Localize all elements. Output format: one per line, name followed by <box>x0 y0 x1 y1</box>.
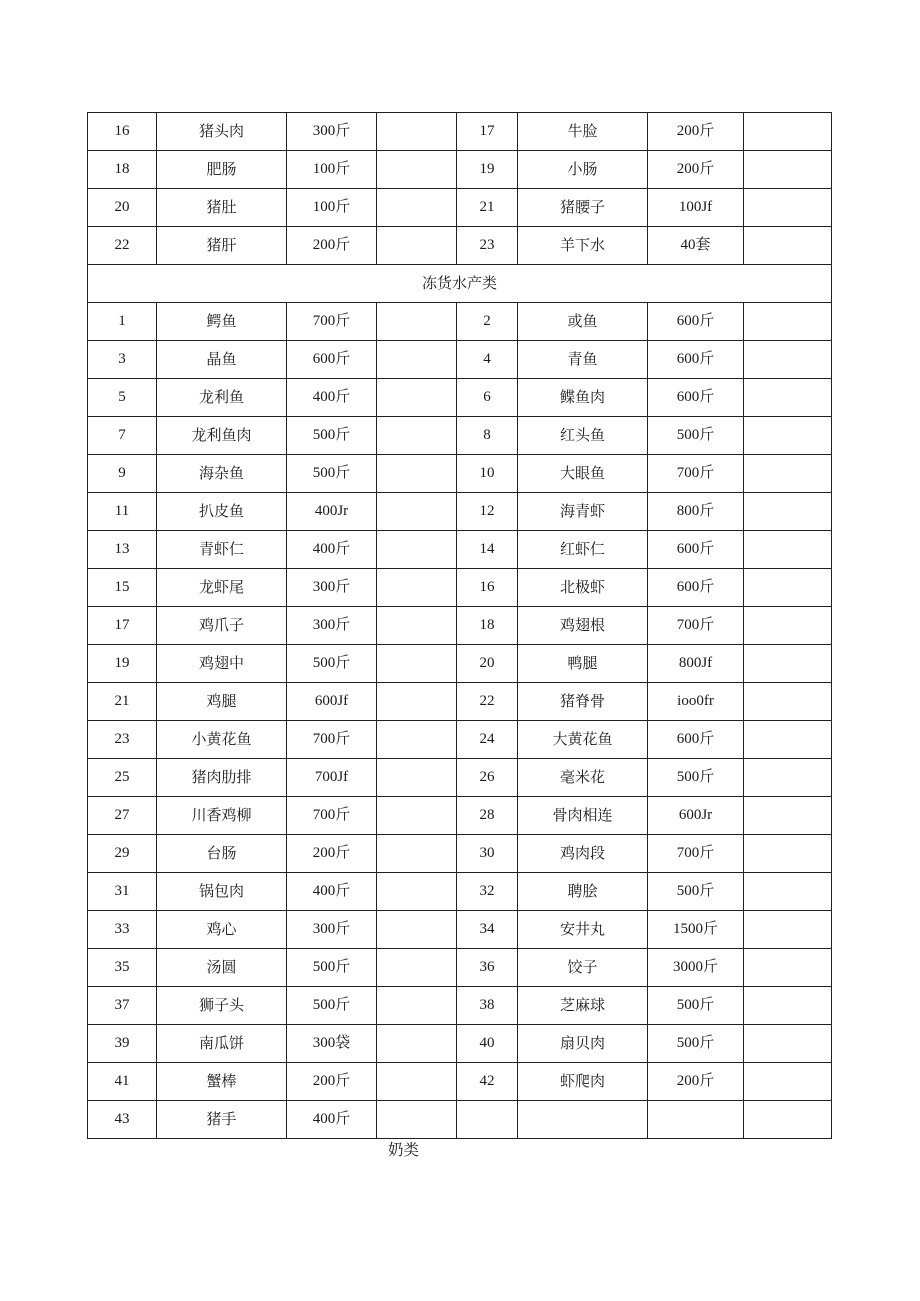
offal-rows <box>88 113 832 265</box>
table-row <box>88 189 832 227</box>
item-name: 鸡腿 <box>157 683 287 721</box>
item-note <box>744 455 832 493</box>
item-quantity: 300斤 <box>287 113 377 151</box>
item-note <box>377 1063 457 1101</box>
item-quantity: 200斤 <box>648 151 744 189</box>
table-row <box>88 531 832 569</box>
table-row <box>88 645 832 683</box>
item-quantity: 500斤 <box>287 645 377 683</box>
item-name: 猪手 <box>157 1101 287 1139</box>
item-quantity: 700斤 <box>287 303 377 341</box>
item-number: 16 <box>88 113 157 151</box>
item-name: 安井丸 <box>518 911 648 949</box>
item-number: 18 <box>457 607 518 645</box>
item-quantity: 800斤 <box>648 493 744 531</box>
item-name: 红虾仁 <box>518 531 648 569</box>
item-note <box>744 303 832 341</box>
item-number: 3 <box>88 341 157 379</box>
item-name: 大眼鱼 <box>518 455 648 493</box>
item-note <box>744 797 832 835</box>
item-number: 20 <box>88 189 157 227</box>
item-quantity: 600斤 <box>648 303 744 341</box>
item-quantity: 100斤 <box>287 189 377 227</box>
section-header <box>88 265 832 303</box>
item-number: 24 <box>457 721 518 759</box>
item-note <box>377 645 457 683</box>
item-number: 1 <box>88 303 157 341</box>
item-name: 猪肚 <box>157 189 287 227</box>
item-note <box>744 1063 832 1101</box>
item-number: 27 <box>88 797 157 835</box>
item-note <box>377 189 457 227</box>
item-name: 鳄鱼 <box>157 303 287 341</box>
item-name: 猪头肉 <box>157 113 287 151</box>
table-row <box>88 607 832 645</box>
section-title: 冻货水产类 <box>88 265 832 303</box>
item-quantity: 600斤 <box>648 341 744 379</box>
item-note <box>377 455 457 493</box>
item-quantity: 600斤 <box>648 569 744 607</box>
item-quantity: 600斤 <box>287 341 377 379</box>
item-quantity: 600Jr <box>648 797 744 835</box>
item-note <box>377 721 457 759</box>
item-note <box>377 987 457 1025</box>
table-row <box>88 113 832 151</box>
item-number: 18 <box>88 151 157 189</box>
item-quantity: 300斤 <box>287 569 377 607</box>
item-number: 17 <box>457 113 518 151</box>
item-note <box>377 531 457 569</box>
item-note <box>377 1025 457 1063</box>
item-quantity: 200斤 <box>287 1063 377 1101</box>
item-name: 扒皮鱼 <box>157 493 287 531</box>
item-name: 龙利鱼肉 <box>157 417 287 455</box>
item-name: 鸡心 <box>157 911 287 949</box>
item-number: 21 <box>457 189 518 227</box>
item-quantity: 1500斤 <box>648 911 744 949</box>
table-row <box>88 341 832 379</box>
item-note <box>744 531 832 569</box>
item-number: 4 <box>457 341 518 379</box>
item-number: 19 <box>88 645 157 683</box>
table-row <box>88 493 832 531</box>
item-quantity: 200斤 <box>287 835 377 873</box>
item-number: 41 <box>88 1063 157 1101</box>
item-name: 小肠 <box>518 151 648 189</box>
item-note <box>744 379 832 417</box>
item-name: 汤圆 <box>157 949 287 987</box>
item-name: 毫米花 <box>518 759 648 797</box>
item-quantity: 700斤 <box>287 797 377 835</box>
item-quantity: 700Jf <box>287 759 377 797</box>
table-row <box>88 1025 832 1063</box>
item-note <box>744 151 832 189</box>
item-name: 猪腰子 <box>518 189 648 227</box>
item-quantity: 200斤 <box>648 1063 744 1101</box>
item-note <box>744 189 832 227</box>
item-quantity: ioo0fr <box>648 683 744 721</box>
item-note <box>377 797 457 835</box>
item-name: 青虾仁 <box>157 531 287 569</box>
item-quantity: 200斤 <box>287 227 377 265</box>
item-quantity: 300斤 <box>287 911 377 949</box>
item-name: 川香鸡柳 <box>157 797 287 835</box>
item-number: 21 <box>88 683 157 721</box>
item-number: 29 <box>88 835 157 873</box>
table-row <box>88 797 832 835</box>
item-note <box>744 417 832 455</box>
item-name: 龙利鱼 <box>157 379 287 417</box>
item-number: 22 <box>88 227 157 265</box>
item-quantity: 600斤 <box>648 721 744 759</box>
item-name: 牛脸 <box>518 113 648 151</box>
item-number: 33 <box>88 911 157 949</box>
table-row <box>88 873 832 911</box>
table-row <box>88 227 832 265</box>
table-row <box>88 417 832 455</box>
item-note <box>377 1101 457 1139</box>
item-note <box>744 569 832 607</box>
item-quantity: 400斤 <box>287 531 377 569</box>
item-note <box>377 911 457 949</box>
item-name: 聘脍 <box>518 873 648 911</box>
table-row <box>88 1063 832 1101</box>
item-quantity <box>648 1101 744 1139</box>
table-row <box>88 759 832 797</box>
item-quantity: 500斤 <box>287 949 377 987</box>
item-name: 小黄花鱼 <box>157 721 287 759</box>
item-note <box>377 151 457 189</box>
item-number: 42 <box>457 1063 518 1101</box>
item-number: 14 <box>457 531 518 569</box>
table-row <box>88 455 832 493</box>
item-number: 11 <box>88 493 157 531</box>
item-note <box>744 607 832 645</box>
item-number: 37 <box>88 987 157 1025</box>
item-number: 15 <box>88 569 157 607</box>
item-quantity: 500斤 <box>648 417 744 455</box>
table-row <box>88 1101 832 1139</box>
item-name: 台肠 <box>157 835 287 873</box>
item-name: 猪肉肋排 <box>157 759 287 797</box>
item-number: 28 <box>457 797 518 835</box>
item-quantity: 700斤 <box>648 455 744 493</box>
item-name: 鸡肉段 <box>518 835 648 873</box>
item-number: 6 <box>457 379 518 417</box>
item-name: 海杂鱼 <box>157 455 287 493</box>
item-quantity: 3000斤 <box>648 949 744 987</box>
item-number: 5 <box>88 379 157 417</box>
item-number: 40 <box>457 1025 518 1063</box>
item-name: 芝麻球 <box>518 987 648 1025</box>
item-quantity: 700斤 <box>287 721 377 759</box>
item-name: 鸭腿 <box>518 645 648 683</box>
item-note <box>377 493 457 531</box>
item-number: 32 <box>457 873 518 911</box>
item-note <box>377 379 457 417</box>
item-quantity: 600Jf <box>287 683 377 721</box>
item-note <box>744 949 832 987</box>
item-name: 龙虾尾 <box>157 569 287 607</box>
item-number: 13 <box>88 531 157 569</box>
item-quantity: 600斤 <box>648 531 744 569</box>
item-quantity: 400斤 <box>287 1101 377 1139</box>
item-note <box>377 341 457 379</box>
item-number: 35 <box>88 949 157 987</box>
item-quantity: 500斤 <box>648 759 744 797</box>
item-name: 海青虾 <box>518 493 648 531</box>
item-name: 扇贝肉 <box>518 1025 648 1063</box>
item-number: 20 <box>457 645 518 683</box>
item-quantity: 100Jf <box>648 189 744 227</box>
item-note <box>377 683 457 721</box>
item-number: 8 <box>457 417 518 455</box>
item-name: 大黄花鱼 <box>518 721 648 759</box>
table-row <box>88 835 832 873</box>
item-name: 锅包肉 <box>157 873 287 911</box>
table-row <box>88 569 832 607</box>
item-quantity: 300袋 <box>287 1025 377 1063</box>
item-name: 骨肉相连 <box>518 797 648 835</box>
item-name: 或鱼 <box>518 303 648 341</box>
table-row <box>88 379 832 417</box>
item-name: 鸡翅中 <box>157 645 287 683</box>
item-number: 26 <box>457 759 518 797</box>
item-name: 狮子头 <box>157 987 287 1025</box>
item-number: 34 <box>457 911 518 949</box>
item-note <box>744 1025 832 1063</box>
item-name: 晶鱼 <box>157 341 287 379</box>
item-quantity: 600斤 <box>648 379 744 417</box>
item-number: 23 <box>88 721 157 759</box>
item-quantity: 300斤 <box>287 607 377 645</box>
item-note <box>377 759 457 797</box>
item-note <box>377 607 457 645</box>
item-note <box>744 683 832 721</box>
item-number: 25 <box>88 759 157 797</box>
item-quantity: 700斤 <box>648 607 744 645</box>
item-number: 2 <box>457 303 518 341</box>
next-section-title: 奶类 <box>388 1141 420 1159</box>
item-number: 17 <box>88 607 157 645</box>
item-number <box>457 1101 518 1139</box>
item-number: 22 <box>457 683 518 721</box>
item-note <box>744 759 832 797</box>
item-quantity: 400Jr <box>287 493 377 531</box>
item-quantity: 400斤 <box>287 379 377 417</box>
item-note <box>744 987 832 1025</box>
item-quantity: 800Jf <box>648 645 744 683</box>
item-number: 10 <box>457 455 518 493</box>
item-quantity: 500斤 <box>648 1025 744 1063</box>
item-note <box>744 721 832 759</box>
item-quantity: 40套 <box>648 227 744 265</box>
item-quantity: 200斤 <box>648 113 744 151</box>
item-number: 16 <box>457 569 518 607</box>
item-note <box>377 873 457 911</box>
item-quantity: 700斤 <box>648 835 744 873</box>
table-row <box>88 303 832 341</box>
item-name: 猪肝 <box>157 227 287 265</box>
section-row <box>88 265 832 303</box>
item-note <box>377 227 457 265</box>
item-number: 23 <box>457 227 518 265</box>
item-note <box>744 113 832 151</box>
item-name: 鸡翅根 <box>518 607 648 645</box>
item-number: 43 <box>88 1101 157 1139</box>
procurement-table <box>87 112 832 1139</box>
item-name: 南瓜饼 <box>157 1025 287 1063</box>
item-number: 36 <box>457 949 518 987</box>
item-name: 鸡爪子 <box>157 607 287 645</box>
item-quantity: 500斤 <box>648 987 744 1025</box>
item-name: 羊下水 <box>518 227 648 265</box>
item-quantity: 100斤 <box>287 151 377 189</box>
item-name <box>518 1101 648 1139</box>
item-number: 31 <box>88 873 157 911</box>
item-note <box>744 341 832 379</box>
table-row <box>88 683 832 721</box>
item-note <box>744 227 832 265</box>
item-note <box>377 417 457 455</box>
item-number: 7 <box>88 417 157 455</box>
item-note <box>377 835 457 873</box>
item-name: 鲽鱼肉 <box>518 379 648 417</box>
item-note <box>744 873 832 911</box>
item-quantity: 400斤 <box>287 873 377 911</box>
item-number: 39 <box>88 1025 157 1063</box>
seafood-rows <box>88 303 832 1139</box>
item-name: 青鱼 <box>518 341 648 379</box>
item-number: 38 <box>457 987 518 1025</box>
item-name: 饺子 <box>518 949 648 987</box>
item-note <box>377 303 457 341</box>
item-quantity: 500斤 <box>287 417 377 455</box>
item-number: 9 <box>88 455 157 493</box>
table-row <box>88 987 832 1025</box>
item-number: 12 <box>457 493 518 531</box>
item-quantity: 500斤 <box>287 987 377 1025</box>
item-number: 19 <box>457 151 518 189</box>
item-note <box>744 835 832 873</box>
item-note <box>377 569 457 607</box>
item-name: 虾爬肉 <box>518 1063 648 1101</box>
item-note <box>744 1101 832 1139</box>
item-note <box>377 949 457 987</box>
item-note <box>744 911 832 949</box>
item-note <box>377 113 457 151</box>
item-quantity: 500斤 <box>648 873 744 911</box>
item-number: 30 <box>457 835 518 873</box>
item-name: 红头鱼 <box>518 417 648 455</box>
item-name: 肥肠 <box>157 151 287 189</box>
table-row <box>88 949 832 987</box>
item-name: 猪脊骨 <box>518 683 648 721</box>
item-name: 蟹棒 <box>157 1063 287 1101</box>
table-row <box>88 911 832 949</box>
item-note <box>744 493 832 531</box>
item-name: 北极虾 <box>518 569 648 607</box>
item-quantity: 500斤 <box>287 455 377 493</box>
table-row <box>88 151 832 189</box>
table-row <box>88 721 832 759</box>
item-note <box>744 645 832 683</box>
